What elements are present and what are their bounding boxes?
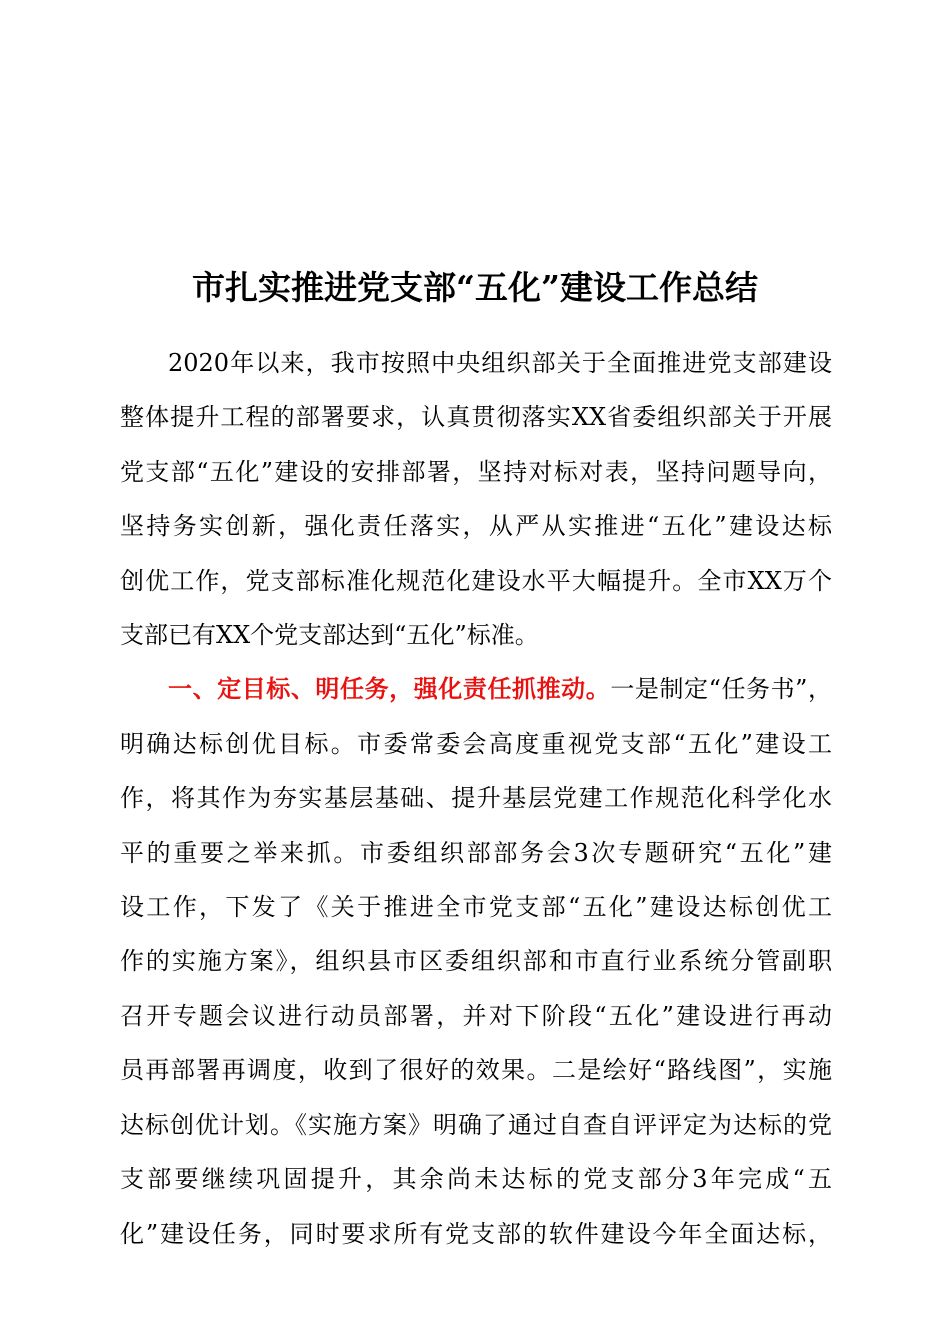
paragraph-line: 召开专题会议进行动员部署，并对下阶段“五化”建设进行再动 — [120, 1001, 832, 1030]
paragraph-line: 化”建设任务，同时要求所有党支部的软件建设今年全面达标， — [120, 1219, 832, 1248]
paragraph-line: 整体提升工程的部署要求，认真贯彻落实XX省委组织部关于开展 — [120, 403, 832, 432]
paragraph-line: 员再部署再调度，收到了很好的效果。二是绘好“路线图”，实施 — [120, 1056, 832, 1085]
section-heading: 一、定目标、明任务，强化责任抓推动。 — [168, 675, 611, 704]
paragraph-line: 作，将其作为夯实基层基础、提升基层党建工作规范化科学化水 — [120, 784, 832, 813]
paragraph-line: 坚持务实创新，强化责任落实，从严从实推进“五化”建设达标 — [120, 512, 832, 541]
paragraph-line: 达标创优计划。《实施方案》明确了通过自查自评评定为达标的党 — [120, 1110, 832, 1139]
paragraph-line: 创优工作，党支部标准化规范化建设水平大幅提升。全市XX万个 — [120, 566, 832, 595]
document-body — [120, 336, 832, 1261]
paragraph-line: 作的实施方案》，组织县市区委组织部和市直行业系统分管副职 — [120, 947, 832, 976]
paragraph-intro — [120, 336, 832, 662]
paragraph-section-one — [120, 662, 832, 1260]
paragraph-line: 平的重要之举来抓。市委组织部部务会3次专题研究“五化”建 — [120, 838, 832, 867]
section-text: 一是制定“任务书”， — [610, 675, 833, 704]
paragraph-line: 明确达标创优目标。市委常委会高度重视党支部“五化”建设工 — [120, 729, 832, 758]
paragraph-line — [120, 662, 832, 716]
paragraph-line: 设工作，下发了《关于推进全市党支部“五化”建设达标创优工 — [120, 893, 832, 922]
paragraph-line: 支部要继续巩固提升，其余尚未达标的党支部分3年完成“五 — [120, 1165, 832, 1194]
paragraph-line: 支部已有XX个党支部达到“五化”标准。 — [120, 621, 539, 650]
paragraph-line: 2020年以来，我市按照中央组织部关于全面推进党支部建设 — [168, 349, 832, 377]
document-title: 市扎实推进党支部“五化”建设工作总结 — [192, 268, 758, 307]
paragraph-line: 党支部“五化”建设的安排部署，坚持对标对表，坚持问题导向， — [120, 457, 832, 486]
